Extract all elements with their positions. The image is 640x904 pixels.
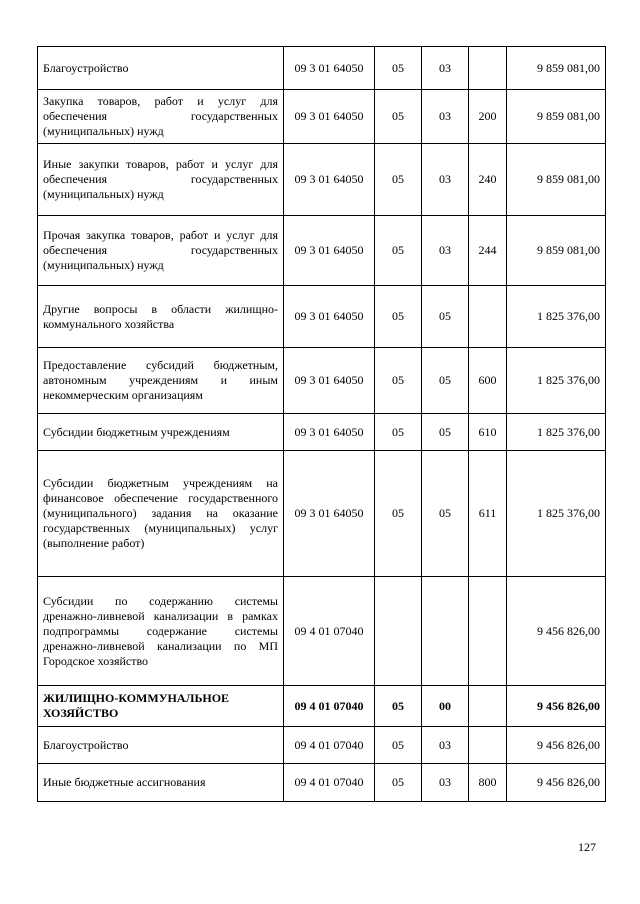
row-name: Субсидии бюджетным учреждениям на финансовое обеспечение государственного (муниципального) задания на оказание государственных (муниципальных) услуг (выполнение работ) [38, 451, 284, 577]
row-subsection: 03 [422, 727, 469, 764]
row-section [375, 577, 422, 686]
row-amount: 9 456 826,00 [507, 764, 606, 802]
row-code: 09 3 01 64050 [284, 216, 375, 286]
table-row [38, 286, 606, 348]
row-code: 09 3 01 64050 [284, 451, 375, 577]
row-subsection: 03 [422, 47, 469, 90]
row-code: 09 4 01 07040 [284, 686, 375, 727]
row-type [469, 577, 507, 686]
row-type [469, 47, 507, 90]
table-row [38, 144, 606, 216]
row-subsection: 05 [422, 286, 469, 348]
row-section: 05 [375, 144, 422, 216]
row-code: 09 3 01 64050 [284, 144, 375, 216]
row-name: Субсидии бюджетным учреждениям [38, 414, 284, 451]
row-type: 200 [469, 90, 507, 144]
row-amount: 9 859 081,00 [507, 144, 606, 216]
table-row [38, 727, 606, 764]
row-name: ЖИЛИЩНО-КОММУНАЛЬНОЕ ХОЗЯЙСТВО [38, 686, 284, 727]
row-type: 610 [469, 414, 507, 451]
row-code: 09 3 01 64050 [284, 286, 375, 348]
row-section: 05 [375, 727, 422, 764]
row-subsection: 05 [422, 451, 469, 577]
row-section: 05 [375, 451, 422, 577]
row-name: Предоставление субсидий бюджетным, автономным учреждениям и иным некоммерческим организациям [38, 348, 284, 414]
row-subsection: 03 [422, 216, 469, 286]
row-section: 05 [375, 414, 422, 451]
row-type [469, 286, 507, 348]
budget-table [37, 46, 606, 802]
row-amount: 1 825 376,00 [507, 451, 606, 577]
page-number: 127 [578, 840, 596, 854]
row-section: 05 [375, 686, 422, 727]
row-name: Благоустройство [38, 727, 284, 764]
row-subsection [422, 577, 469, 686]
row-type [469, 686, 507, 727]
row-amount: 9 859 081,00 [507, 216, 606, 286]
row-code: 09 3 01 64050 [284, 90, 375, 144]
table-row [38, 414, 606, 451]
row-name: Иные закупки товаров, работ и услуг для обеспечения государственных (муниципальных) нужд [38, 144, 284, 216]
row-section: 05 [375, 286, 422, 348]
table-row [38, 216, 606, 286]
row-amount: 1 825 376,00 [507, 348, 606, 414]
row-amount: 1 825 376,00 [507, 286, 606, 348]
table-row [38, 764, 606, 802]
row-type: 244 [469, 216, 507, 286]
table-row [38, 90, 606, 144]
row-name: Благоустройство [38, 47, 284, 90]
row-subsection: 05 [422, 348, 469, 414]
row-subsection: 03 [422, 144, 469, 216]
row-amount: 9 859 081,00 [507, 90, 606, 144]
row-subsection: 05 [422, 414, 469, 451]
row-amount: 9 859 081,00 [507, 47, 606, 90]
row-section: 05 [375, 764, 422, 802]
row-type [469, 727, 507, 764]
row-name: Прочая закупка товаров, работ и услуг для обеспечения государственных (муниципальных) нужд [38, 216, 284, 286]
row-section: 05 [375, 47, 422, 90]
row-subsection: 03 [422, 764, 469, 802]
row-name: Другие вопросы в области жилищно-коммунального хозяйства [38, 286, 284, 348]
row-amount: 1 825 376,00 [507, 414, 606, 451]
row-amount: 9 456 826,00 [507, 686, 606, 727]
row-code: 09 4 01 07040 [284, 577, 375, 686]
row-amount: 9 456 826,00 [507, 727, 606, 764]
row-code: 09 3 01 64050 [284, 348, 375, 414]
table-row [38, 577, 606, 686]
row-section: 05 [375, 90, 422, 144]
row-subsection: 00 [422, 686, 469, 727]
table-row [38, 686, 606, 727]
row-type: 611 [469, 451, 507, 577]
row-section: 05 [375, 348, 422, 414]
table-row [38, 348, 606, 414]
table-row [38, 451, 606, 577]
row-name: Иные бюджетные ассигнования [38, 764, 284, 802]
row-type: 240 [469, 144, 507, 216]
row-amount: 9 456 826,00 [507, 577, 606, 686]
row-type: 600 [469, 348, 507, 414]
row-code: 09 3 01 64050 [284, 47, 375, 90]
row-name: Закупка товаров, работ и услуг для обеспечения государственных (муниципальных) нужд [38, 90, 284, 144]
row-code: 09 3 01 64050 [284, 414, 375, 451]
table-row [38, 47, 606, 90]
row-code: 09 4 01 07040 [284, 727, 375, 764]
row-subsection: 03 [422, 90, 469, 144]
row-type: 800 [469, 764, 507, 802]
row-section: 05 [375, 216, 422, 286]
row-name: Субсидии по содержанию системы дренажно-ливневой канализации в рамках подпрограммы содержание системы дренажно-ливневой канализации по МП Городское хозяйство [38, 577, 284, 686]
row-code: 09 4 01 07040 [284, 764, 375, 802]
